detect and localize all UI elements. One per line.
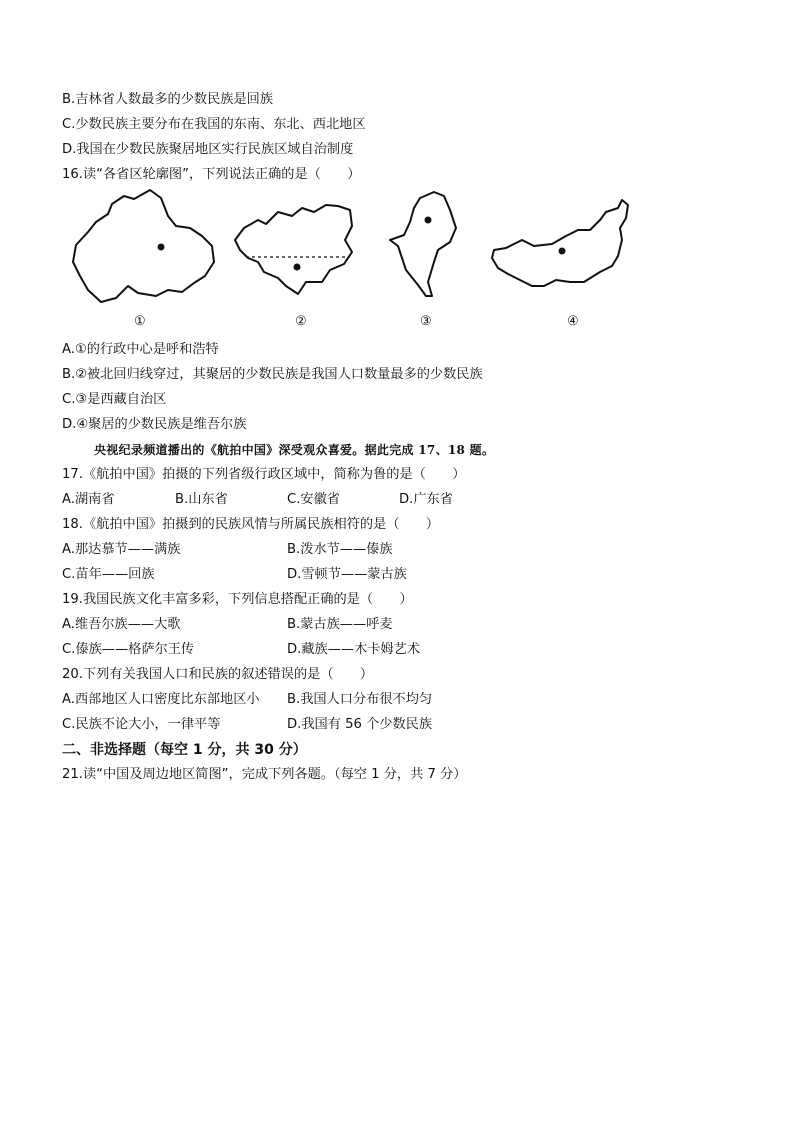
option-15c: C.少数民族主要分布在我国的东南、东北、西北地区 [62, 117, 366, 132]
option-16a: A.①的行政中心是呼和浩特 [62, 342, 219, 357]
option-16d: D.④聚居的少数民族是维吾尔族 [62, 417, 247, 432]
map-outline-2 [235, 205, 352, 294]
option-18a: A.那达慕节——满族 [62, 542, 181, 557]
option-17a: A.湖南省 [62, 492, 115, 507]
question-19: 19.我国民族文化丰富多彩，下列信息搭配正确的是（ ） [62, 592, 413, 607]
capital-dot-3 [425, 217, 432, 224]
question-17: 17.《航拍中国》拍摄的下列省级行政区域中，简称为鲁的是（ ） [62, 467, 466, 482]
capital-dot-4 [559, 248, 566, 255]
option-20a: A.西部地区人口密度比东部地区小 [62, 692, 260, 707]
map-outline-4 [492, 200, 628, 286]
map-label-4: ④ [567, 314, 579, 329]
question-21: 21.读“中国及周边地区简图”，完成下列各题。（每空 1 分，共 7 分） [62, 767, 467, 782]
option-19d: D.藏族——木卡姆艺术 [287, 642, 421, 657]
capital-dot-1 [158, 244, 165, 251]
province-outline-maps [0, 0, 794, 340]
option-17d: D.广东省 [399, 492, 453, 507]
option-19c: C.傣族——格萨尔王传 [62, 642, 195, 657]
option-20c: C.民族不论大小，一律平等 [62, 717, 221, 732]
capital-dot-2 [294, 264, 301, 271]
option-20d: D.我国有 56 个少数民族 [287, 717, 433, 732]
map-outline-3 [390, 192, 456, 296]
question-16: 16.读“各省区轮廓图”，下列说法正确的是（ ） [62, 167, 361, 182]
map-label-1: ① [134, 314, 146, 329]
map-outline-1 [73, 190, 214, 302]
option-17c: C.安徽省 [287, 492, 340, 507]
intro-17-18: 央视纪录频道播出的《航拍中国》深受观众喜爱。据此完成 17、18 题。 [94, 443, 495, 457]
option-18d: D.雪顿节——蒙古族 [287, 567, 407, 582]
map-label-3: ③ [420, 314, 432, 329]
option-17b: B.山东省 [175, 492, 228, 507]
option-16c: C.③是西藏自治区 [62, 392, 167, 407]
question-18: 18.《航拍中国》拍摄到的民族风情与所属民族相符的是（ ） [62, 517, 440, 532]
map-label-2: ② [295, 314, 307, 329]
option-18b: B.泼水节——傣族 [287, 542, 393, 557]
section-2-heading: 二、非选择题（每空 1 分，共 30 分） [62, 742, 307, 758]
option-16b: B.②被北回归线穿过，其聚居的少数民族是我国人口数量最多的少数民族 [62, 367, 483, 382]
option-18c: C.苗年——回族 [62, 567, 155, 582]
question-20: 20.下列有关我国人口和民族的叙述错误的是（ ） [62, 667, 374, 682]
option-19b: B.蒙古族——呼麦 [287, 617, 393, 632]
option-15d: D.我国在少数民族聚居地区实行民族区域自治制度 [62, 142, 354, 157]
option-20b: B.我国人口分布很不均匀 [287, 692, 433, 707]
option-19a: A.维吾尔族——大歌 [62, 617, 181, 632]
option-15b: B.吉林省人数最多的少数民族是回族 [62, 92, 274, 107]
